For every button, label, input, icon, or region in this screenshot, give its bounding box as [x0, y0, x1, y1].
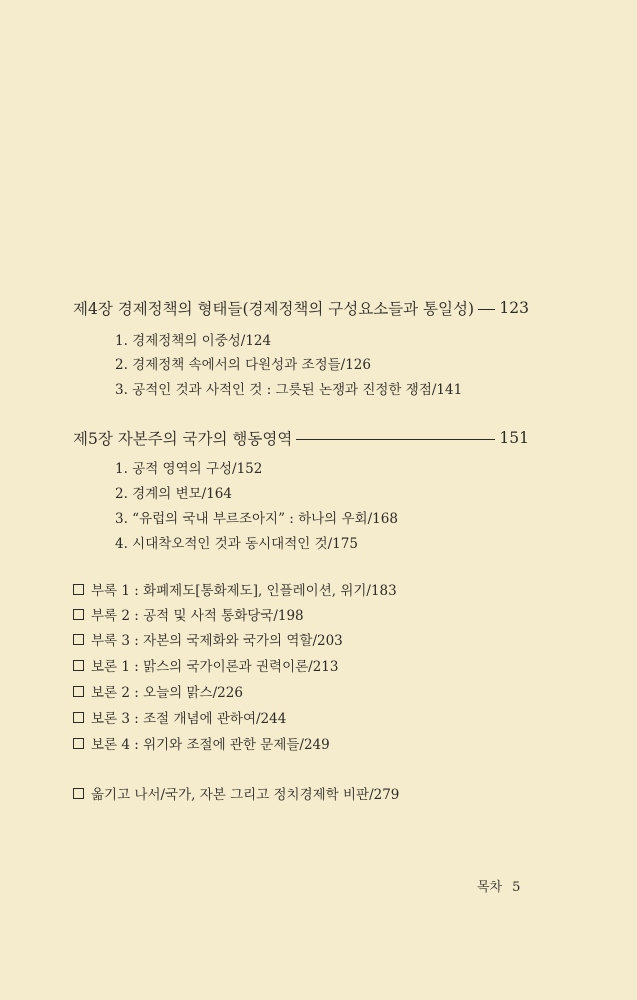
appendix-1-label: 부록 1 : 화폐제도[통화제도], 인플레이션, 위기/183: [91, 583, 397, 599]
dot-leader: [296, 439, 495, 440]
chapter-5-section-2[interactable]: 2. 경계의 변모/164: [115, 486, 232, 502]
dot-leader: [478, 309, 495, 310]
appendix-3[interactable]: [73, 629, 343, 649]
square-bullet-icon: [73, 788, 84, 799]
chapter-5-heading[interactable]: [73, 427, 529, 449]
chapter-4-section-3[interactable]: 3. 공적인 것과 사적인 것 : 그릇된 논쟁과 진정한 쟁점/141: [115, 382, 463, 398]
supplement-2[interactable]: [73, 681, 243, 701]
translator-afterword[interactable]: [73, 783, 399, 803]
chapter-5-title: 제5장 자본주의 국가의 행동영역: [73, 430, 293, 448]
square-bullet-icon: [73, 686, 84, 697]
supplement-3-label: 보론 3 : 조절 개념에 관하여/244: [91, 711, 287, 727]
supplement-1[interactable]: [73, 655, 338, 675]
supplement-4-label: 보론 4 : 위기와 조절에 관한 문제들/249: [91, 737, 330, 753]
square-bullet-icon: [73, 738, 84, 749]
square-bullet-icon: [73, 660, 84, 671]
square-bullet-icon: [73, 584, 84, 595]
chapter-4-page: 123: [499, 299, 529, 317]
chapter-4-section-2[interactable]: 2. 경제정책 속에서의 다원성과 조정들/126: [115, 357, 371, 373]
chapter-4-title: 제4장 경제정책의 형태들(경제정책의 구성요소들과 통일성): [73, 300, 475, 318]
chapter-5-section-1[interactable]: 1. 공적 영역의 구성/152: [115, 461, 263, 477]
chapter-5-section-3[interactable]: 3. “유럽의 국내 부르조아지” : 하나의 우회/168: [115, 511, 398, 527]
afterword-label: 옮기고 나서/국가, 자본 그리고 정치경제학 비판/279: [91, 787, 400, 803]
supplement-3[interactable]: [73, 707, 286, 727]
square-bullet-icon: [73, 634, 84, 645]
chapter-4-heading[interactable]: [73, 297, 529, 319]
page-number: 5: [512, 880, 521, 895]
square-bullet-icon: [73, 712, 84, 723]
supplement-2-label: 보론 2 : 오늘의 맑스/226: [91, 685, 243, 701]
appendix-2[interactable]: [73, 604, 304, 624]
appendix-1[interactable]: [73, 579, 397, 599]
chapter-5-section-4[interactable]: 4. 시대착오적인 것과 동시대적인 것/175: [115, 536, 358, 552]
chapter-4-section-1[interactable]: 1. 경제정책의 이중성/124: [115, 333, 272, 349]
chapter-5-page: 151: [499, 429, 529, 447]
supplement-4[interactable]: [73, 733, 330, 753]
supplement-1-label: 보론 1 : 맑스의 국가이론과 권력이론/213: [91, 659, 339, 675]
page-footer: [477, 876, 520, 895]
appendix-3-label: 부록 3 : 자본의 국제화와 국가의 역할/203: [91, 633, 343, 649]
footer-label: 목차: [477, 880, 503, 895]
appendix-2-label: 부록 2 : 공적 및 사적 통화당국/198: [91, 608, 304, 624]
square-bullet-icon: [73, 609, 84, 620]
